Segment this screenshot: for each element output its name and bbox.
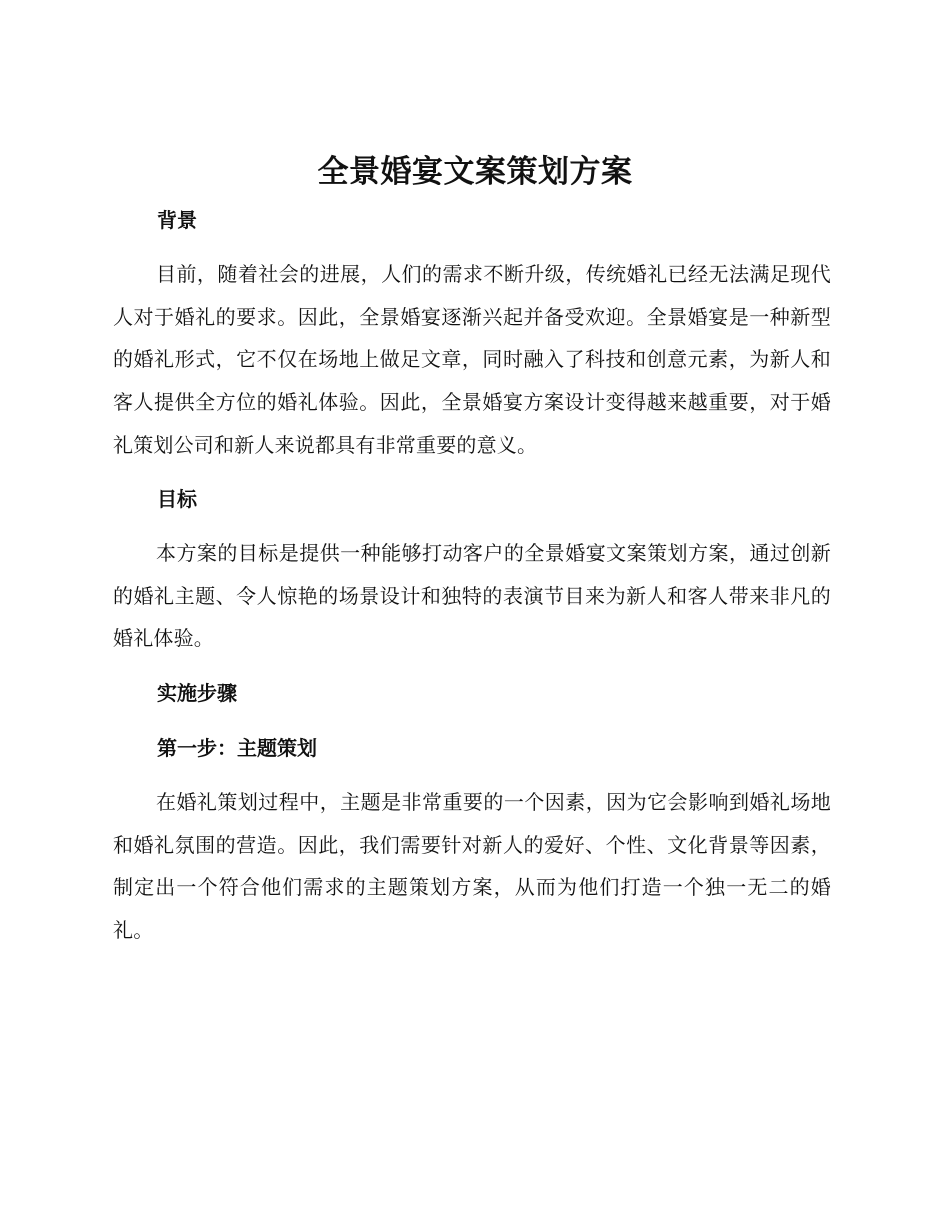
section-heading-step-one: 第一步：主题策划: [157, 736, 317, 760]
section-paragraph-goal: 本方案的目标是提供一种能够打动客户的全景婚宴文案策划方案，通过创新的婚礼主题、令人惊艳的场景设计和独特的表演节目来为新人和客人带来非凡的婚礼体验。: [113, 541, 831, 651]
section-paragraph-step-one: 在婚礼策划过程中，主题是非常重要的一个因素，因为它会影响到婚礼场地和婚礼氛围的营造。因此，我们需要针对新人的爱好、个性、文化背景等因素，制定出一个符合他们需求的主题策划方案，从而为他们打造一个独一无二的婚礼。: [113, 790, 831, 943]
section-heading-background: 背景: [157, 208, 197, 232]
section-paragraph-background: 目前，随着社会的进展，人们的需求不断升级，传统婚礼已经无法满足现代人对于婚礼的要求。因此，全景婚宴逐渐兴起并备受欢迎。全景婚宴是一种新型的婚礼形式，它不仅在场地上做足文章，同时融入了科技和创意元素，为新人和客人提供全方位的婚礼体验。因此，全景婚宴方案设计变得越来越重要，对于婚礼策划公司和新人来说都具有非常重要的意义。: [113, 262, 831, 457]
section-heading-goal: 目标: [157, 487, 197, 511]
section-heading-implementation: 实施步骤: [157, 681, 237, 705]
document-title: 全景婚宴文案策划方案: [317, 154, 633, 190]
